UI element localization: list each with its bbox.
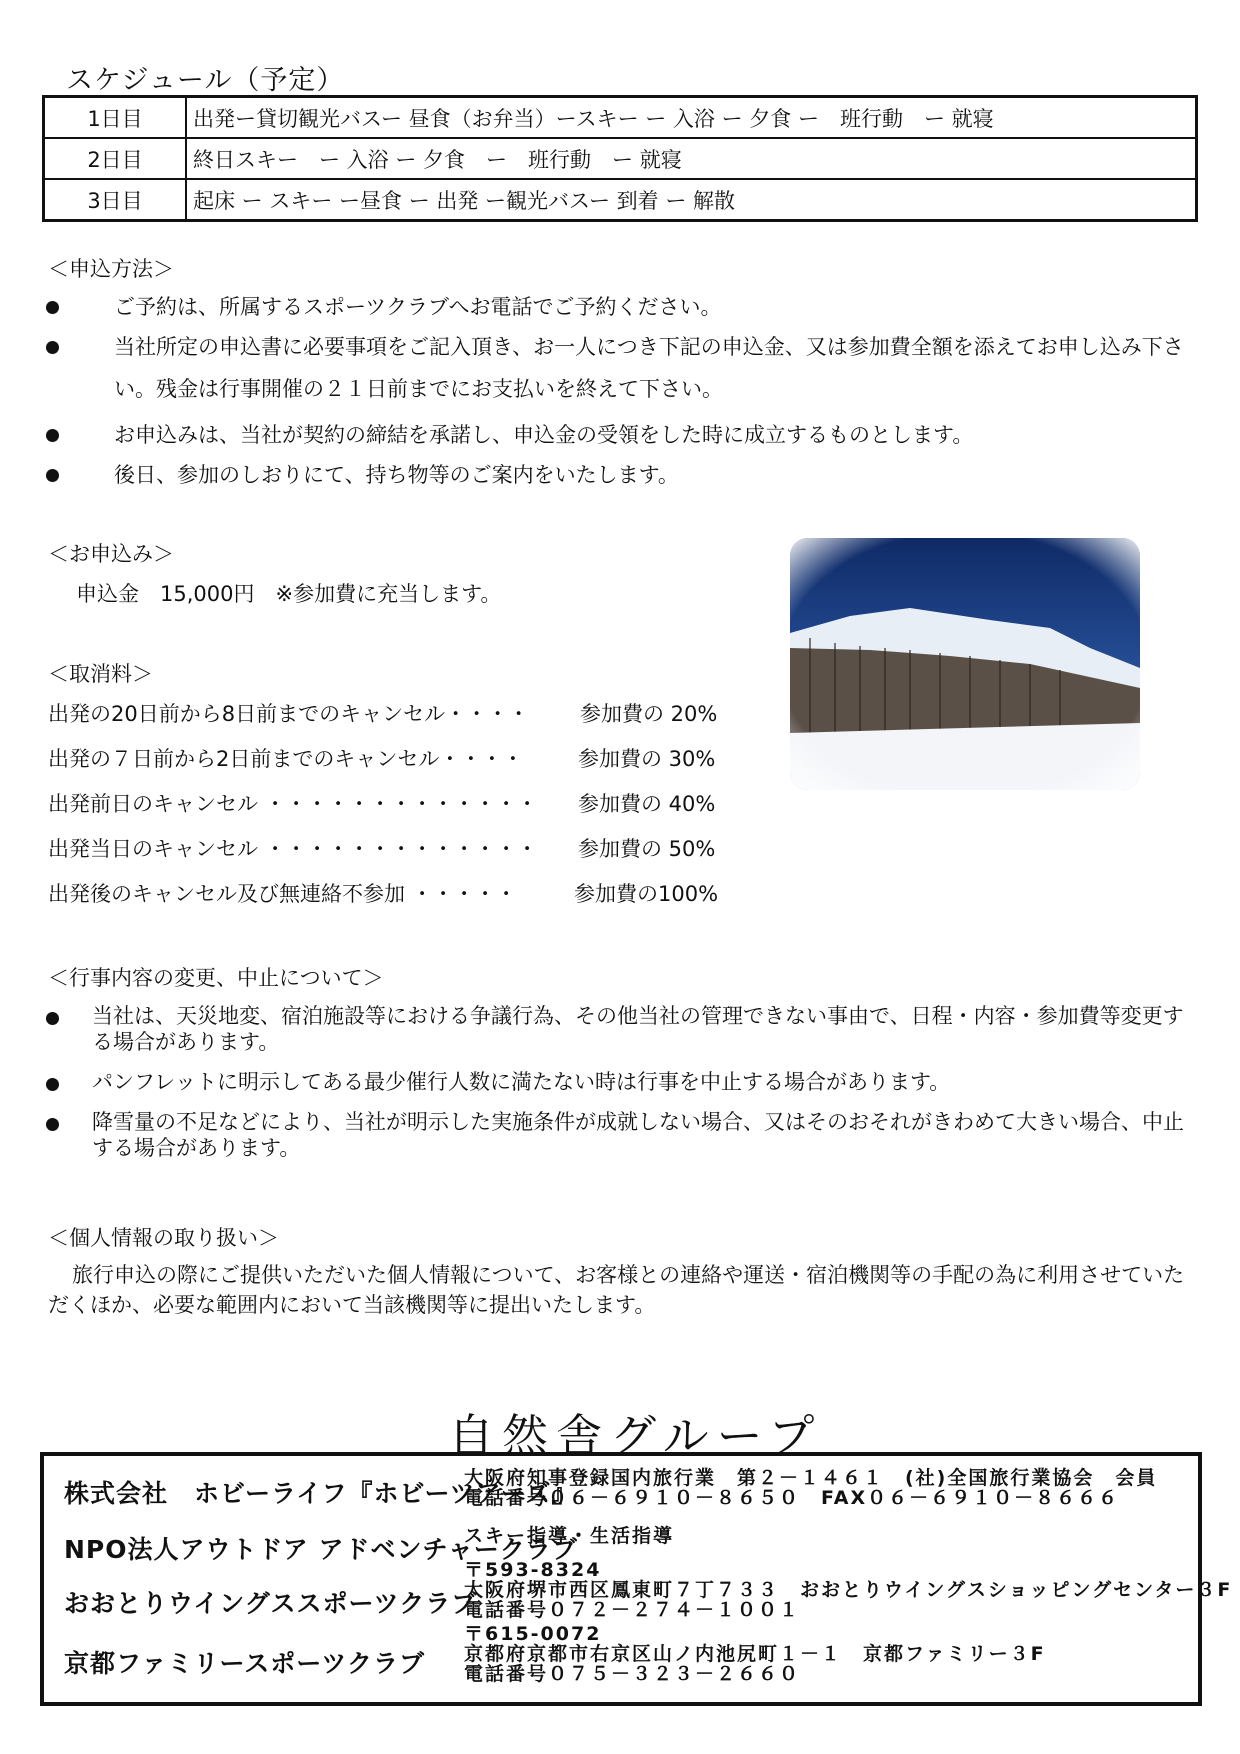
privacy-text: 旅行申込の際にご提供いただいた個人情報について、お客様との連絡や運送・宿泊機関等の手配の為に利用させていただくほか、必要な範囲内において当該機関等に提出いたします。 (48, 1263, 1185, 1317)
application-method-heading: ＜申込方法＞ (48, 257, 174, 281)
bullet-icon (46, 1012, 59, 1025)
org-name: 株式会社 ホビーライフ『ホビーツアーズ』 (64, 1479, 578, 1508)
schedule-table (42, 95, 1198, 222)
cancellation-label: 出発の20日前から8日前までのキャンセル・・・・ (48, 702, 530, 726)
bullet-icon (46, 429, 59, 442)
schedule-detail: 起床 ー スキー ー昼食 ー 出発 ー観光バスー 到着 ー 解散 (186, 179, 1197, 221)
bullet-icon (46, 469, 59, 482)
bullet-icon (46, 1118, 59, 1131)
cancellation-fee: 参加費の 40% (578, 792, 716, 816)
org-info: 〒593-8324 大阪府堺市西区鳳東町７丁７３３ おおとりウイングスショッピングセンター３F 電話番号０７２－２７４－１００１ (464, 1559, 1233, 1621)
contact-box (40, 1452, 1233, 1706)
org-info: スキー指導・生活指導 (464, 1525, 675, 1547)
schedule-day: 2日目 (44, 138, 187, 179)
list-item: 降雪量の不足などにより、当社が明示した実施条件が成就しない場合、又はそのおそれがきわめて大きい場合、中止する場合があります。 (46, 1109, 1196, 1161)
changes-heading: ＜行事内容の変更、中止について＞ (48, 966, 384, 990)
bullet-icon (46, 341, 59, 354)
bullet-icon (46, 301, 59, 314)
schedule-detail: 終日スキー ー 入浴 ー 夕食 ー 班行動 ー 就寝 (186, 138, 1197, 179)
list-item: 当社所定の申込書に必要事項をご記入頂き、お一人につき下記の申込金、又は参加費全額を添えてお申し込み下さい。残金は行事開催の２１日前までにお支払いを終えて下さい。 (46, 326, 1196, 410)
schedule-detail: 出発ー貸切観光バスー 昼食（お弁当）ースキー ー 入浴 ー 夕食 ー 班行動 ー 就寝 (186, 97, 1197, 139)
application-method-list (46, 292, 1196, 490)
org-name: おおとりウイングススポーツクラブ (64, 1589, 478, 1618)
cancellation-fee: 参加費の 20% (580, 702, 718, 726)
changes-list (46, 1003, 1196, 1161)
cancellation-heading: ＜取消料＞ (48, 662, 153, 686)
schedule-row (44, 138, 1197, 179)
list-item: お申込みは、当社が契約の締結を承諾し、申込金の受領をした時に成立するものとします。 (46, 420, 1196, 450)
org-name: 京都ファミリースポーツクラブ (64, 1649, 426, 1678)
cancellation-fee: 参加費の100% (574, 882, 719, 906)
cancellation-label: 出発前日のキャンセル ・・・・・・・・・・・・・ (48, 792, 538, 816)
cancellation-label: 出発後のキャンセル及び無連絡不参加 ・・・・・ (48, 882, 517, 906)
application-heading: ＜お申込み＞ (48, 542, 174, 566)
list-item: ご予約は、所属するスポーツクラブへお電話でご予約ください。 (46, 292, 1196, 322)
org-info: 大阪府知事登録国内旅行業 第２－１４６１ (社)全国旅行業協会 会員 電話番号０６－６９１０－８６５０ FAX０６－６９１０－８６６６ (464, 1467, 1158, 1509)
cancellation-label: 出発当日のキャンセル ・・・・・・・・・・・・・ (48, 837, 538, 861)
snow-mountain-photo (790, 538, 1140, 790)
privacy-heading: ＜個人情報の取り扱い＞ (48, 1226, 279, 1250)
cancellation-fee: 参加費の 50% (578, 837, 716, 861)
schedule-row (44, 97, 1197, 139)
application-fee: 申込金 15,000円 ※参加費に充当します。 (76, 582, 502, 606)
bullet-icon (46, 1078, 59, 1091)
list-item: 当社は、天災地変、宿泊施設等における争議行為、その他当社の管理できない事由で、日程・内容・参加費等変更する場合があります。 (46, 1003, 1196, 1055)
schedule-day: 3日目 (44, 179, 187, 221)
schedule-title: スケジュール（予定） (66, 65, 345, 96)
schedule-day: 1日目 (44, 97, 187, 139)
org-name: NPO法人アウトドア アドベンチャークラブ (64, 1535, 578, 1564)
group-title: 自然舎グループ (448, 1409, 823, 1463)
schedule-row (44, 179, 1197, 221)
cancellation-label: 出発の７日前から2日前までのキャンセル・・・・ (48, 747, 524, 771)
org-info: 〒615-0072 京都府京都市右京区山ノ内池尻町１－１ 京都ファミリー３F 電話番号０７５－３２３－２６６０ (464, 1623, 1046, 1685)
list-item: 後日、参加のしおりにて、持ち物等のご案内をいたします。 (46, 460, 1196, 490)
cancellation-fee: 参加費の 30% (578, 747, 716, 771)
list-item: パンフレットに明示してある最少催行人数に満たない時は行事を中止する場合があります。 (46, 1069, 1196, 1095)
